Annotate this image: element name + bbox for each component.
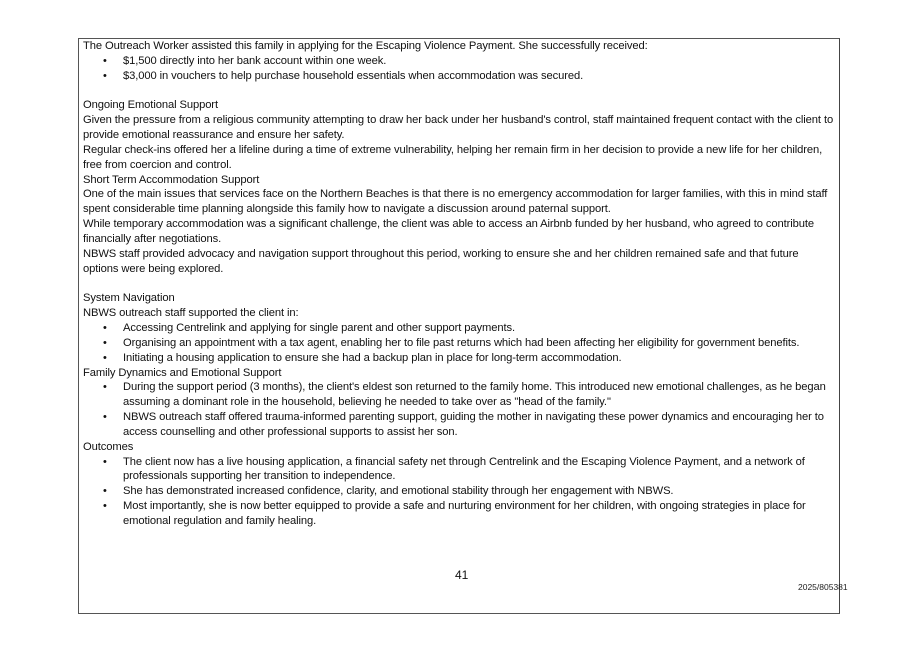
family-dynamics-list	[83, 380, 835, 439]
list-item: • $1,500 directly into her bank account within one week.	[103, 54, 387, 67]
bullet-icon: •	[103, 69, 107, 82]
intro-paragraph: The Outreach Worker assisted this family in applying for the Escaping Violence Payment. She successfully received:	[83, 40, 648, 52]
outcomes-list	[83, 455, 835, 529]
paragraph: While temporary accommodation was a significant challenge, the client was able to access an Airbnb funded by her husband, who agreed to contribute financially after negotiations.	[83, 218, 815, 245]
spacer	[83, 277, 835, 292]
bullet-icon: •	[103, 455, 107, 468]
paragraph: Regular check-ins offered her a lifeline during a time of extreme vulnerability, helping her remain firm in her decision to provide a new life for her children, free from coercion and control.	[83, 143, 823, 171]
page-number: 41	[455, 568, 469, 582]
paragraph: One of the main issues that services face on the Northern Beaches is that there is no emergency accommodation for larger families, with this in mind staff spent considerable time planning alongside this family how to navigate a discussion around paternal support.	[83, 188, 828, 216]
list-item: • Initiating a housing application to ensure she had a backup plan in place for long-term accommodation.	[103, 351, 622, 364]
section-heading: Outcomes	[83, 440, 134, 453]
list-item: • $3,000 in vouchers to help purchase household essentials when accommodation was secured.	[103, 69, 584, 82]
list-item: • Most importantly, she is now better equipped to provide a safe and nurturing environment for her children, with ongoing strategies in place for emotional regulation and family healing.	[103, 500, 806, 527]
document-reference: 2025/805381	[798, 582, 848, 592]
navigation-list	[83, 321, 835, 366]
bullet-icon: •	[103, 485, 107, 498]
section-heading: System Navigation	[83, 292, 175, 305]
bullet-icon: •	[103, 411, 107, 424]
list-item: • The client now has a live housing application, a financial safety net through Centrelink and the Escaping Violence Payment, and a network of professionals supporting her transition to independence.	[103, 455, 805, 483]
bullet-icon: •	[103, 500, 107, 513]
list-item: • During the support period (3 months), the client's eldest son returned to the family home. This introduced new emotional challenges, as he began assuming a dominant role in the household, believing he needed to take over as "head of the family."	[103, 381, 826, 409]
list-item: • Organising an appointment with a tax agent, enabling her to file past returns which had been affecting her eligibility for government benefits.	[103, 336, 800, 349]
bullet-icon: •	[103, 322, 107, 335]
spacer	[83, 84, 835, 99]
paragraph: Given the pressure from a religious community attempting to draw her back under her husband's control, staff maintained frequent contact with the client to provide emotional reassurance and ensure her safety.	[83, 114, 834, 142]
document-body	[83, 39, 835, 529]
bullet-icon: •	[103, 336, 107, 349]
bullet-icon: •	[103, 381, 107, 394]
bullet-icon: •	[103, 54, 107, 67]
bullet-icon: •	[103, 351, 107, 364]
list-item: • NBWS outreach staff offered trauma-informed parenting support, guiding the mother in navigating these power dynamics and encouraging her to access counselling and other professional supports to assist her son.	[103, 411, 824, 438]
section-heading: Family Dynamics and Emotional Support	[83, 366, 282, 379]
paragraph: NBWS staff provided advocacy and navigation support throughout this period, working to ensure she and her children remained safe and that future options were being explored.	[83, 247, 799, 275]
list-item: • Accessing Centrelink and applying for single parent and other support payments.	[103, 322, 515, 335]
section-heading: Short Term Accommodation Support	[83, 173, 260, 186]
section-heading: Ongoing Emotional Support	[83, 99, 218, 112]
paragraph: NBWS outreach staff supported the client in:	[83, 307, 299, 320]
payment-list	[83, 54, 835, 84]
list-item: • She has demonstrated increased confidence, clarity, and emotional stability through her engagement with NBWS.	[103, 485, 674, 498]
